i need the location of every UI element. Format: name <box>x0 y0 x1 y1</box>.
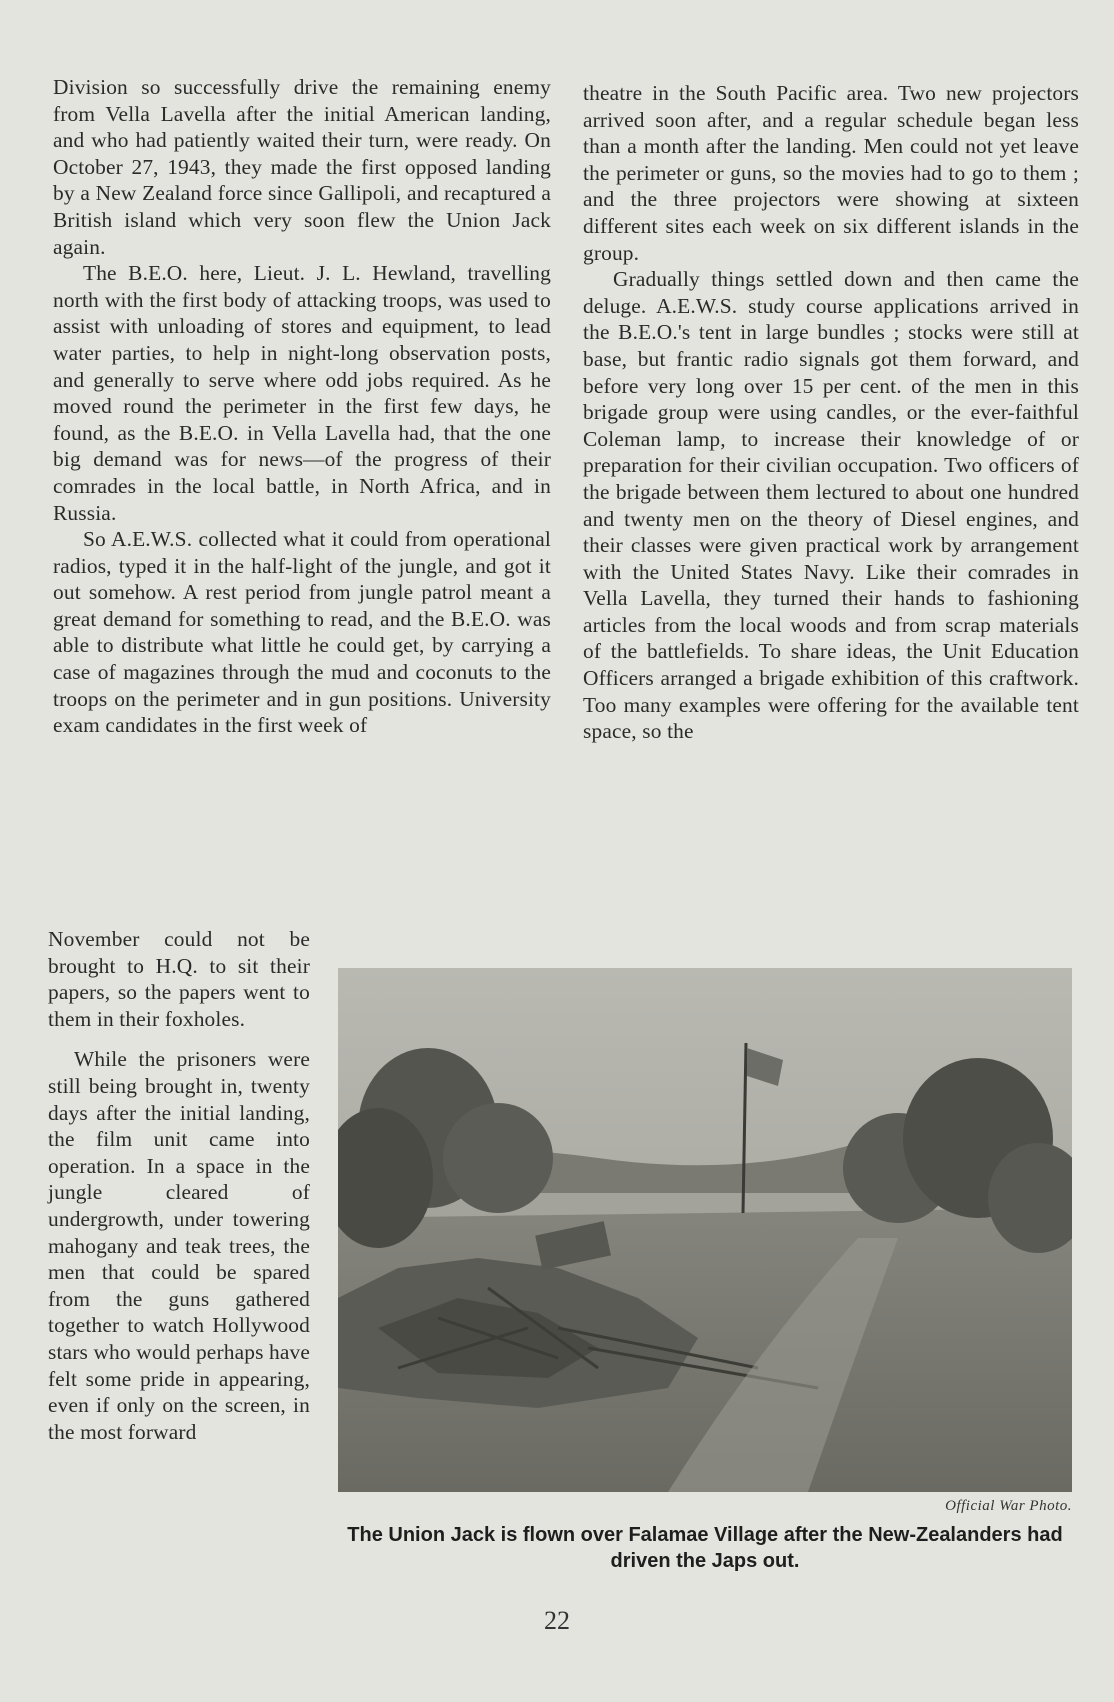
narrow-paragraph-1: November could not be brought to H.Q. to sit their papers, so the papers went to them in their foxholes. <box>48 927 310 1031</box>
photo-caption: The Union Jack is flown over Falamae Village after the New-Zealanders had driven the Japs out. <box>347 1524 1063 1572</box>
photo-credit: Official War Photo. <box>945 1498 1072 1514</box>
left-column <box>53 74 551 739</box>
right-column <box>583 80 1079 745</box>
right-paragraph-1: theatre in the South Pacific area. Two new projectors arrived soon after, and a regular schedule began less than a month after the landing. Men could not yet leave the perimeter or guns, so the movies had to go to them ; and the three projectors were showing at sixteen different sites each week on six different islands in the group. <box>583 81 1079 265</box>
page-number: 22 <box>544 1606 570 1635</box>
photo-illustration <box>338 968 1072 1492</box>
left-paragraph-3: So A.E.W.S. collected what it could from operational radios, typed it in the half-light of the jungle, and got it out somehow. A rest period from jungle patrol meant a great demand for something to read, and the B.E.O. was able to distribute what little he could get, by carrying a case of magazines through the mud and coconuts to the troops on the perimeter and in gun positions. University exam candidates in the first week of <box>53 527 551 738</box>
left-paragraph-1: Division so successfully drive the remaining enemy from Vella Lavella after the initial American landing, and who had patiently waited their turn, were ready. On October 27, 1943, they made the first opposed landing by a New Zealand force since Gallipoli, and recaptured a British island which very soon flew the Union Jack again. <box>53 75 551 259</box>
war-photo <box>338 968 1072 1492</box>
narrow-column <box>48 926 310 1445</box>
left-paragraph-2: The B.E.O. here, Lieut. J. L. Hewland, travelling north with the first body of attacking troops, was used to assist with unloading of stores and equipment, to lead water parties, to help in night-long observation posts, and generally to serve where odd jobs required. As he moved round the perimeter in the first few days, he found, as the B.E.O. in Vella Lavella had, that the one big demand was for news—of the progress of their comrades in the local battle, in North Africa, and in Russia. <box>53 261 551 525</box>
right-paragraph-2: Gradually things settled down and then came the deluge. A.E.W.S. study course applications arrived in the B.E.O.'s tent in large bundles ; stocks were still at base, but frantic radio signals got them forward, and before very long over 15 per cent. of the men in this brigade group were using candles, or the ever-faithful Coleman lamp, to increase their knowledge of or preparation for their civilian occupation. Two officers of the brigade between them lectured to about one hundred and twenty men on the theory of Diesel engines, and their classes were given practical work by arrangement with the United States Navy. Like their comrades in Vella Lavella, they turned their hands to fashioning articles from the local woods and from scrap materials of the battlefields. To share ideas, the Unit Education Officers arranged a brigade exhibition of this craftwork. Too many examples were offering for the available tent space, so the <box>583 267 1079 744</box>
narrow-paragraph-2: While the prisoners were still being brought in, twenty days after the initial landing, the film unit came into operation. In a space in the jungle cleared of undergrowth, under towering mahogany and teak trees, the men that could be spared from the guns gathered together to watch Hollywood stars who would perhaps have felt some pride in appearing, even if only on the screen, in the most forward <box>48 1047 311 1444</box>
